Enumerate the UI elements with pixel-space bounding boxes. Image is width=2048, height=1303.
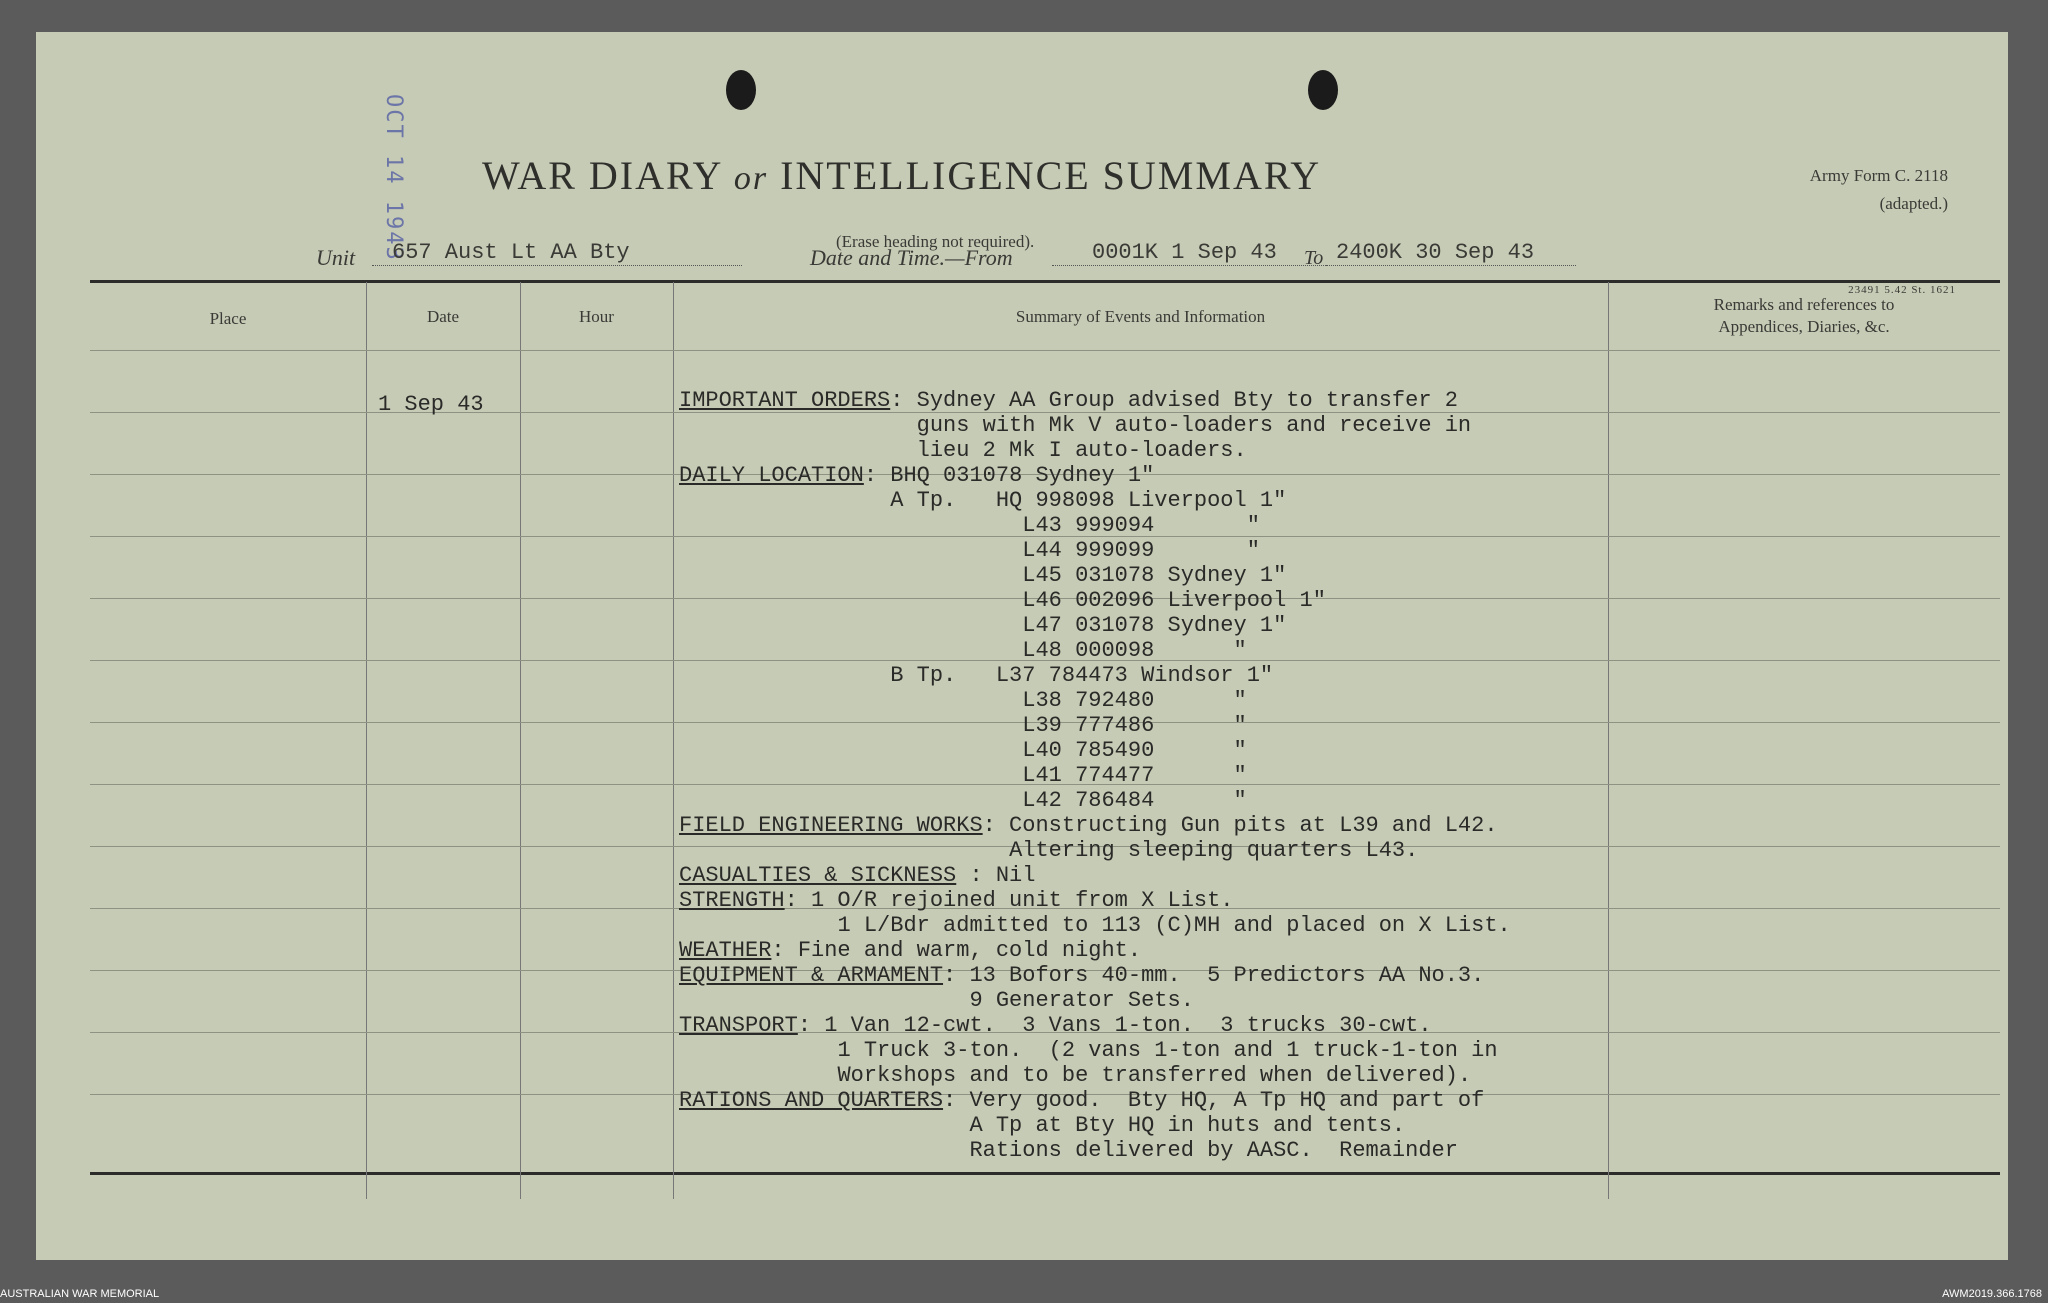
- summary-text: L40 785490 ": [1022, 738, 1247, 763]
- summary-indent: [679, 488, 890, 513]
- summary-indent: [679, 538, 1022, 563]
- form-designation: [1810, 162, 1948, 218]
- page-subtitle: (Erase heading not required).: [836, 232, 1035, 251]
- footer-credit: AUSTRALIAN WAR MEMORIAL: [0, 1288, 160, 1300]
- summary-line: [679, 788, 1511, 813]
- column-divider: [520, 282, 521, 1199]
- summary-text: B Tp. L37 784473 Windsor 1": [890, 663, 1274, 688]
- summary-line: [679, 688, 1511, 713]
- summary-heading: RATIONS AND QUARTERS: [679, 1088, 944, 1113]
- summary-text: : 1 Van 12-cwt. 3 Vans 1-ton. 3 trucks 30-cwt.: [797, 1013, 1432, 1038]
- column-header-place: Place: [209, 309, 247, 328]
- summary-text: 1 L/Bdr admitted to 113 (C)MH and placed on X List.: [837, 913, 1511, 938]
- received-date-stamp: OCT 14 1943: [381, 94, 406, 262]
- summary-indent: [679, 513, 1022, 538]
- summary-line: [679, 988, 1511, 1013]
- summary-text: : BHQ 031078 Sydney 1": [863, 463, 1155, 488]
- table-bottom-rule: [90, 1172, 2000, 1175]
- summary-text: L44 999099 ": [1022, 538, 1260, 563]
- remarks-header-line2: Appendices, Diaries, &c.: [1718, 317, 1890, 336]
- summary-indent: [679, 763, 1022, 788]
- punch-hole-left: [726, 70, 756, 110]
- summary-line: [679, 963, 1511, 988]
- summary-heading: IMPORTANT ORDERS: [679, 388, 891, 413]
- summary-text: : 1 O/R rejoined unit from X List.: [784, 888, 1234, 913]
- summary-indent: [679, 413, 917, 438]
- unit-value: 657 Aust Lt AA Bty: [372, 240, 742, 266]
- summary-heading: CASUALTIES & SICKNESS: [679, 863, 957, 888]
- summary-text: L47 031078 Sydney 1": [1022, 613, 1287, 638]
- summary-indent: [679, 588, 1022, 613]
- summary-text: : Very good. Bty HQ, A Tp HQ and part of: [943, 1088, 1485, 1113]
- summary-text: L38 792480 ": [1022, 688, 1247, 713]
- summary-line: [679, 1138, 1511, 1163]
- summary-line: [679, 513, 1511, 538]
- summary-text: A Tp. HQ 998098 Liverpool 1": [890, 488, 1287, 513]
- summary-line: [679, 838, 1511, 863]
- summary-line: [679, 488, 1511, 513]
- summary-line: [679, 713, 1511, 738]
- summary-text: L39 777486 ": [1022, 713, 1247, 738]
- summary-indent: [679, 738, 1022, 763]
- column-divider: [673, 282, 674, 1199]
- summary-heading: WEATHER: [679, 938, 772, 963]
- diary-page: [36, 32, 2008, 1260]
- column-divider: [1608, 282, 1609, 1199]
- summary-text: 1 Truck 3-ton. (2 vans 1-ton and 1 truck-1-ton in: [837, 1038, 1498, 1063]
- summary-indent: [679, 563, 1022, 588]
- column-header-hour: Hour: [579, 307, 614, 326]
- summary-indent: [679, 713, 1022, 738]
- summary-indent: [679, 613, 1022, 638]
- summary-line: [679, 813, 1511, 838]
- summary-text: L45 031078 Sydney 1": [1022, 563, 1287, 588]
- summary-text: : 13 Bofors 40-mm. 5 Predictors AA No.3.: [943, 963, 1485, 988]
- summary-heading: EQUIPMENT & ARMAMENT: [679, 963, 944, 988]
- summary-text: 9 Generator Sets.: [969, 988, 1194, 1013]
- summary-text: Workshops and to be transferred when delivered).: [837, 1063, 1472, 1088]
- unit-label: Unit: [316, 245, 356, 270]
- summary-indent: [679, 1038, 837, 1063]
- summary-line: [679, 738, 1511, 763]
- summary-indent: [679, 788, 1022, 813]
- summary-text: : Sydney AA Group advised Bty to transfer 2: [890, 388, 1458, 413]
- summary-of-events: [679, 388, 1511, 1163]
- summary-text: : Fine and warm, cold night.: [771, 938, 1142, 963]
- column-header-remarks: [1608, 294, 2000, 338]
- summary-heading: TRANSPORT: [679, 1013, 798, 1038]
- summary-line: [679, 863, 1511, 888]
- entry-date: 1 Sep 43: [378, 392, 484, 417]
- summary-text: Altering sleeping quarters L43.: [1009, 838, 1419, 863]
- summary-line: [679, 888, 1511, 913]
- summary-line: [679, 663, 1511, 688]
- summary-text: guns with Mk V auto-loaders and receive in: [916, 413, 1472, 438]
- remarks-header-line1: Remarks and references to: [1713, 295, 1895, 314]
- summary-line: [679, 1063, 1511, 1088]
- summary-line: [679, 913, 1511, 938]
- summary-line: [679, 588, 1511, 613]
- summary-text: L41 774477 ": [1022, 763, 1247, 788]
- summary-line: [679, 763, 1511, 788]
- title-part2: INTELLIGENCE SUMMARY: [780, 153, 1322, 198]
- to-label: To: [1304, 247, 1324, 269]
- print-code: 23491 5.42 St. 1621: [1848, 284, 1956, 296]
- summary-line: [679, 938, 1511, 963]
- summary-indent: [679, 438, 917, 463]
- summary-indent: [679, 838, 1009, 863]
- summary-indent: [679, 1138, 969, 1163]
- from-value: 0001K 1 Sep 43: [1052, 240, 1372, 266]
- summary-indent: [679, 663, 890, 688]
- form-name: Army Form C. 2118: [1809, 166, 1948, 185]
- summary-text: L42 786484 ": [1022, 788, 1247, 813]
- summary-text: : Constructing Gun pits at L39 and L42.: [982, 813, 1498, 838]
- summary-line: [679, 538, 1511, 563]
- summary-heading: FIELD ENGINEERING WORKS: [679, 813, 983, 838]
- summary-line: [679, 1013, 1511, 1038]
- to-value: 2400K 30 Sep 43: [1326, 240, 1576, 266]
- punch-hole-right: [1308, 70, 1338, 110]
- summary-line: [679, 638, 1511, 663]
- form-note: (adapted.): [1879, 194, 1948, 213]
- summary-line: [679, 463, 1511, 488]
- summary-heading: DAILY LOCATION: [679, 463, 864, 488]
- summary-line: [679, 388, 1511, 413]
- table-top-rule: [90, 280, 2000, 283]
- summary-line: [679, 563, 1511, 588]
- summary-line: [679, 1088, 1511, 1113]
- summary-text: L43 999094 ": [1022, 513, 1260, 538]
- summary-line: [679, 1113, 1511, 1138]
- summary-indent: [679, 638, 1022, 663]
- summary-text: L46 002096 Liverpool 1": [1022, 588, 1326, 613]
- summary-text: A Tp at Bty HQ in huts and tents.: [969, 1113, 1406, 1138]
- summary-indent: [679, 1063, 837, 1088]
- column-header-date: Date: [426, 307, 460, 326]
- footer-reference: AWM2019.366.1768: [1942, 1288, 2042, 1300]
- column-header-summary: Summary of Events and Information: [1015, 307, 1266, 326]
- summary-line: [679, 613, 1511, 638]
- summary-heading: STRENGTH: [679, 888, 785, 913]
- summary-text: Rations delivered by AASC. Remainder: [969, 1138, 1458, 1163]
- ruled-line: [90, 350, 2000, 351]
- summary-text: L48 000098 ": [1022, 638, 1247, 663]
- title-or: or: [733, 160, 769, 197]
- summary-line: [679, 1038, 1511, 1063]
- page-title: [482, 152, 1321, 199]
- summary-indent: [679, 913, 837, 938]
- summary-indent: [679, 688, 1022, 713]
- summary-indent: [679, 988, 969, 1013]
- summary-text: : Nil: [956, 863, 1036, 888]
- title-part1: WAR DIARY: [482, 153, 722, 198]
- summary-indent: [679, 1113, 969, 1138]
- datetime-label: Date and Time.—From: [810, 245, 1013, 270]
- column-divider: [366, 282, 367, 1199]
- summary-line: [679, 413, 1511, 438]
- summary-text: lieu 2 Mk I auto-loaders.: [916, 438, 1247, 463]
- summary-line: [679, 438, 1511, 463]
